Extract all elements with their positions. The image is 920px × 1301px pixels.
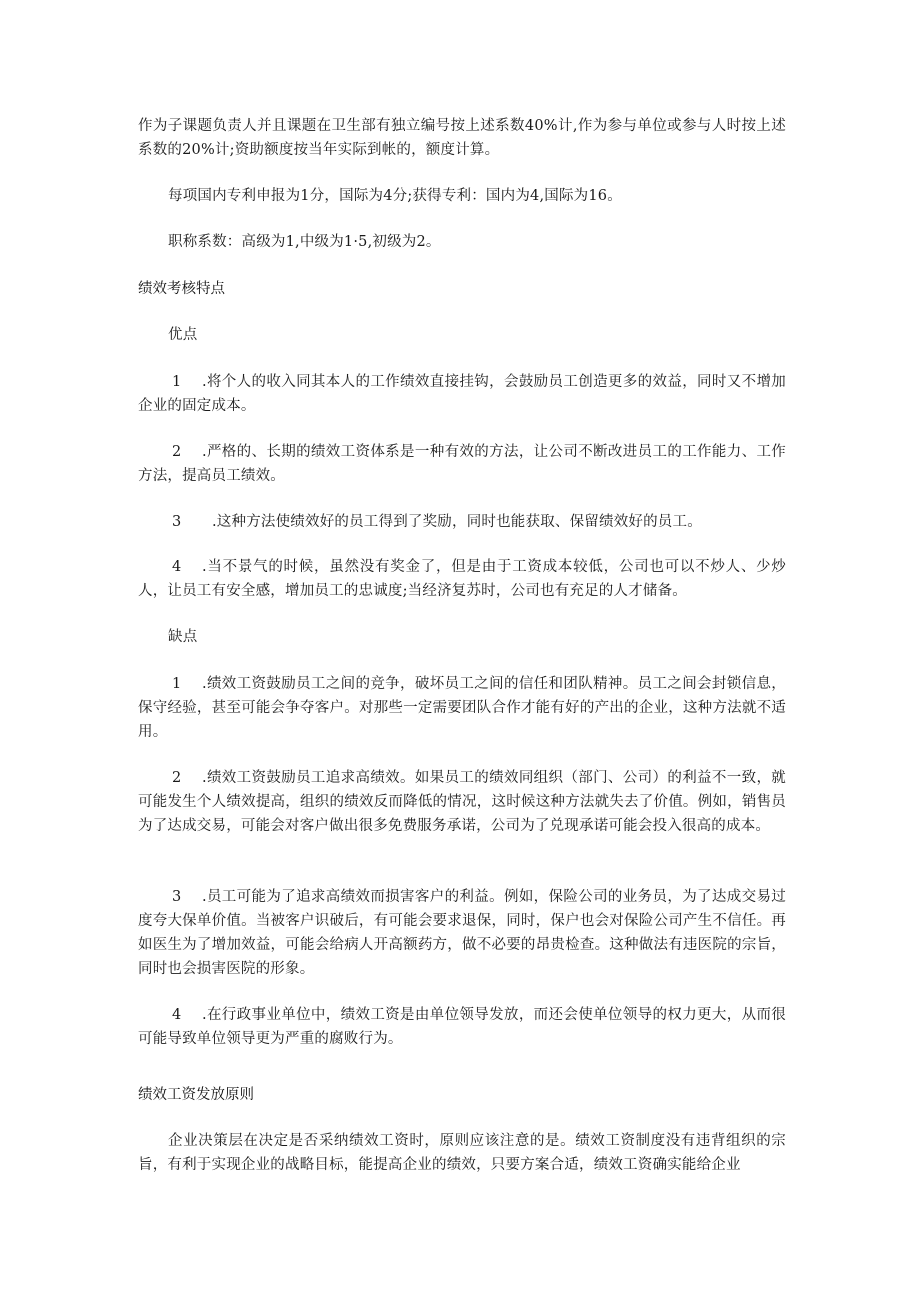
list-item <box>138 672 786 744</box>
disadvantages-label: 缺点 <box>168 629 198 645</box>
list-item-text: .绩效工资鼓励员工追求高绩效。如果员工的绩效同组织（部门、公司）的利益不一致，就可能发生个人绩效提高，组织的绩效反而降低的情况，这时候这种方法就失去了价值。例如，销售员为了达成交易，可能会对客户做出很多免费服务承诺，公司为了兑现承诺可能会投入很高的成本。 <box>138 770 786 834</box>
list-item-text: .将个人的收入同其本人的工作绩效直接挂钩，会鼓励员工创造更多的效益，同时又不增加企业的固定成本。 <box>138 374 786 414</box>
patent-paragraph: 每项国内专利申报为1分，国际为4分;获得专利：国内为4,国际为16。 <box>168 188 622 204</box>
title-coefficient-paragraph: 职称系数：高级为1,中级为1·5,初级为2。 <box>168 234 441 250</box>
list-item-text: .在行政事业单位中，绩效工资是由单位领导发放，而还会使单位领导的权力更大，从而很可能导致单位领导更为严重的腐败行为。 <box>138 1007 786 1047</box>
list-item-number: 2 <box>172 444 182 460</box>
list-item-number: 1 <box>172 676 182 692</box>
list-item-number: 1 <box>172 374 182 390</box>
list-item <box>138 766 786 838</box>
list-item-text: .绩效工资鼓励员工之间的竞争，破坏员工之间的信任和团队精神。员工之间会封锁信息，保守经验，甚至可能会争夺客户。对那些一定需要团队合作才能有好的产出的企业，这种方法就不适用。 <box>138 676 786 740</box>
list-item-number: 3 <box>172 514 182 530</box>
list-item-text: .这种方法使绩效好的员工得到了奖励，同时也能获取、保留绩效好的员工。 <box>212 514 702 530</box>
section-heading-features: 绩效考核特点 <box>138 281 225 297</box>
list-item-number: 4 <box>172 1007 182 1023</box>
list-item <box>138 555 786 603</box>
list-item-number: 3 <box>172 889 182 905</box>
principles-paragraph: 企业决策层在决定是否采纳绩效工资时，原则应该注意的是。绩效工资制度没有违背组织的宗旨，有利于实现企业的战略目标，能提高企业的绩效，只要方案合适，绩效工资确实能给企业 <box>138 1133 786 1173</box>
section-heading-principles: 绩效工资发放原则 <box>138 1087 254 1103</box>
list-item <box>138 370 786 418</box>
advantages-label: 优点 <box>168 327 198 343</box>
list-item-number: 4 <box>172 559 182 575</box>
list-item <box>138 510 786 534</box>
list-item-text: .员工可能为了追求高绩效而损害客户的利益。例如，保险公司的业务员，为了达成交易过度夸大保单价值。当被客户识破后，有可能会要求退保，同时，保户也会对保险公司产生不信任。再如医生为了增加效益，可能会给病人开高额药方，做不必要的昂贵检查。这种做法有违医院的宗旨，同时也会损害医院的形象。 <box>138 889 786 977</box>
list-item-text: .严格的、长期的绩效工资体系是一种有效的方法，让公司不断改进员工的工作能力、工作方法，提高员工绩效。 <box>138 444 786 484</box>
list-item-number: 2 <box>172 770 182 786</box>
list-item <box>138 885 786 981</box>
list-item-text: .当不景气的时候，虽然没有奖金了，但是由于工资成本较低，公司也可以不炒人、少炒人，让员工有安全感，增加员工的忠诚度;当经济复苏时，公司也有充足的人才储备。 <box>138 559 786 599</box>
list-item <box>138 1003 786 1051</box>
intro-paragraph: 作为子课题负责人并且课题在卫生部有独立编号按上述系数40%计,作为参与单位或参与人时按上述系数的20%计;资助额度按当年实际到帐的，额度计算。 <box>138 118 786 158</box>
list-item <box>138 440 786 488</box>
